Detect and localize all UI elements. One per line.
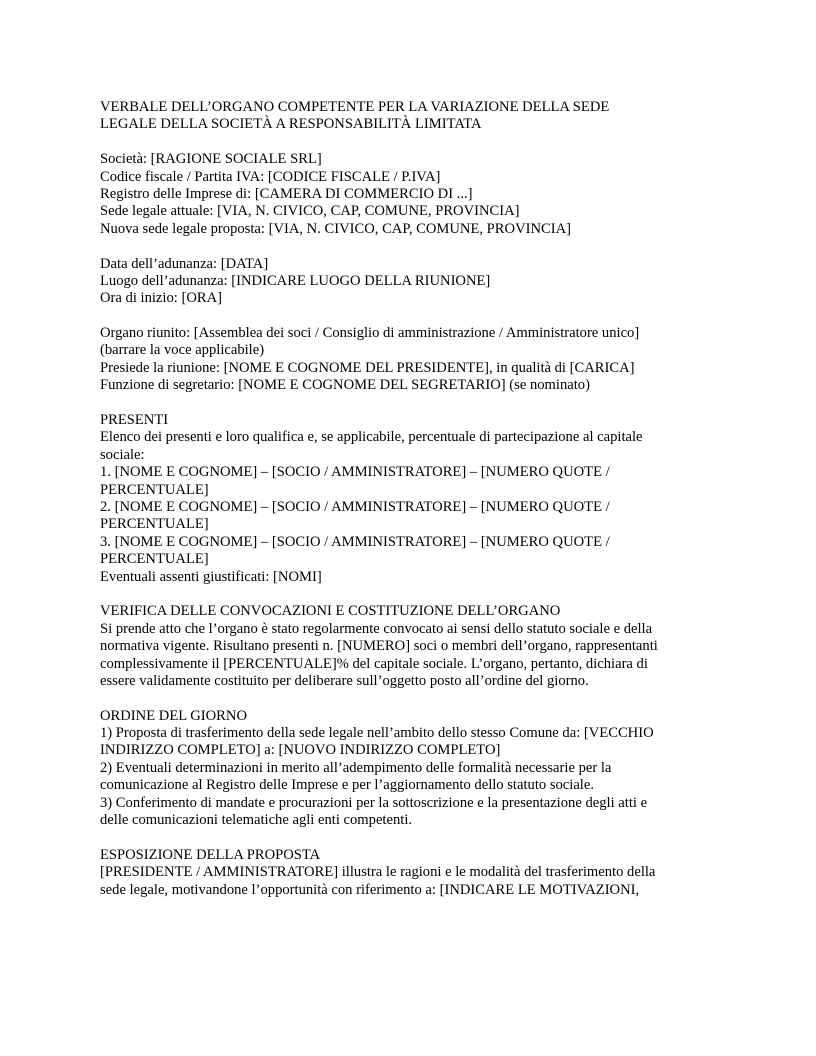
- agenda-item-line: INDIRIZZO COMPLETO] a: [NUOVO INDIRIZZO COMPLETO]: [100, 742, 501, 759]
- text-line: Elenco dei presenti e loro qualifica e, se applicabile, percentuale di partecipazione al capitale: [100, 429, 643, 446]
- text-line: Si prende atto che l’organo è stato regolarmente convocato ai sensi dello statuto sociale e della: [100, 620, 653, 637]
- title-line: VERBALE DELL’ORGANO COMPETENTE PER LA VARIAZIONE DELLA SEDE: [100, 99, 610, 115]
- agenda-item-line: comunicazione al Registro delle Imprese e per l’aggiornamento dello statuto sociale.: [100, 777, 594, 794]
- section-heading: ESPOSIZIONE DELLA PROPOSTA: [100, 846, 321, 863]
- present-section: [100, 412, 730, 586]
- text-line: [PRESIDENTE / AMMINISTRATORE] illustra le ragioni e le modalità del trasferimento della: [100, 864, 656, 881]
- paragraph-gap: [100, 308, 730, 325]
- business-register-line: Registro delle Imprese di: [CAMERA DI COMMERCIO DI ...]: [100, 185, 473, 202]
- meeting-details: [100, 256, 730, 308]
- title-line: LEGALE DELLA SOCIETÀ A RESPONSABILITÀ LIMITATA: [100, 116, 482, 133]
- attendee-line: 2. [NOME E COGNOME] – [SOCIO / AMMINISTRATORE] – [NUMERO QUOTE /: [100, 498, 610, 515]
- agenda-item-line: 2) Eventuali determinazioni in merito all’adempimento delle formalità necessarie per la: [100, 759, 612, 776]
- attendee-line: 1. [NOME E COGNOME] – [SOCIO / AMMINISTRATORE] – [NUMERO QUOTE /: [100, 464, 610, 481]
- attendee-line: PERCENTUALE]: [100, 551, 209, 568]
- text-line: complessivamente il [PERCENTUALE]% del capitale sociale. L’organo, pertanto, dichiara di: [100, 655, 648, 672]
- organ-line: Organo riunito: [Assemblea dei soci / Consiglio di amministrazione / Amministratore unico]: [100, 325, 640, 342]
- meeting-time-line: Ora di inizio: [ORA]: [100, 290, 222, 307]
- organ-details: [100, 325, 730, 395]
- paragraph-gap: [100, 586, 730, 603]
- text-line: sociale:: [100, 446, 145, 463]
- document-page: [100, 99, 730, 899]
- president-line: Presiede la riunione: [NOME E COGNOME DEL PRESIDENTE], in qualità di [CARICA]: [100, 359, 635, 376]
- text-line: normativa vigente. Risultano presenti n. [NUMERO] soci o membri dell’organo, rappresentanti: [100, 638, 658, 655]
- company-details: [100, 151, 730, 238]
- attendee-line: PERCENTUALE]: [100, 516, 209, 533]
- section-heading: ORDINE DEL GIORNO: [100, 707, 247, 724]
- paragraph-gap: [100, 829, 730, 846]
- agenda-item-line: delle comunicazioni telematiche agli enti competenti.: [100, 812, 413, 829]
- paragraph-gap: [100, 238, 730, 255]
- agenda-item-line: 1) Proposta di trasferimento della sede legale nell’ambito dello stesso Comune da: [VECCHIO: [100, 725, 654, 742]
- organ-note-line: (barrare la voce applicabile): [100, 342, 265, 359]
- section-heading: VERIFICA DELLE CONVOCAZIONI E COSTITUZIONE DELL’ORGANO: [100, 603, 561, 620]
- company-name-line: Società: [RAGIONE SOCIALE SRL]: [100, 151, 322, 168]
- new-office-line: Nuova sede legale proposta: [VIA, N. CIVICO, CAP, COMUNE, PROVINCIA]: [100, 220, 572, 237]
- paragraph-gap: [100, 134, 730, 151]
- verification-section: [100, 603, 730, 690]
- agenda-section: [100, 708, 730, 830]
- paragraph-gap: [100, 395, 730, 412]
- text-line: essere validamente costituito per deliberare sull’oggetto posto all’ordine del giorno.: [100, 672, 589, 689]
- meeting-date-line: Data dell’adunanza: [DATA]: [100, 255, 269, 272]
- attendee-line: 3. [NOME E COGNOME] – [SOCIO / AMMINISTRATORE] – [NUMERO QUOTE /: [100, 533, 610, 550]
- section-heading: PRESENTI: [100, 412, 169, 429]
- tax-code-line: Codice fiscale / Partita IVA: [CODICE FISCALE / P.IVA]: [100, 168, 441, 185]
- current-office-line: Sede legale attuale: [VIA, N. CIVICO, CAP, COMUNE, PROVINCIA]: [100, 203, 520, 220]
- proposal-section: [100, 847, 730, 899]
- text-line: sede legale, motivandone l’opportunità con riferimento a: [INDICARE LE MOTIVAZIONI,: [100, 881, 640, 898]
- paragraph-gap: [100, 690, 730, 707]
- agenda-item-line: 3) Conferimento di mandate e procurazioni per la sottoscrizione e la presentazione degli atti e: [100, 794, 648, 811]
- attendee-line: PERCENTUALE]: [100, 481, 209, 498]
- secretary-line: Funzione di segretario: [NOME E COGNOME DEL SEGRETARIO] (se nominato): [100, 377, 590, 394]
- meeting-place-line: Luogo dell’adunanza: [INDICARE LUOGO DELLA RIUNIONE]: [100, 272, 491, 289]
- document-title: [100, 99, 730, 134]
- absent-line: Eventuali assenti giustificati: [NOMI]: [100, 568, 322, 585]
